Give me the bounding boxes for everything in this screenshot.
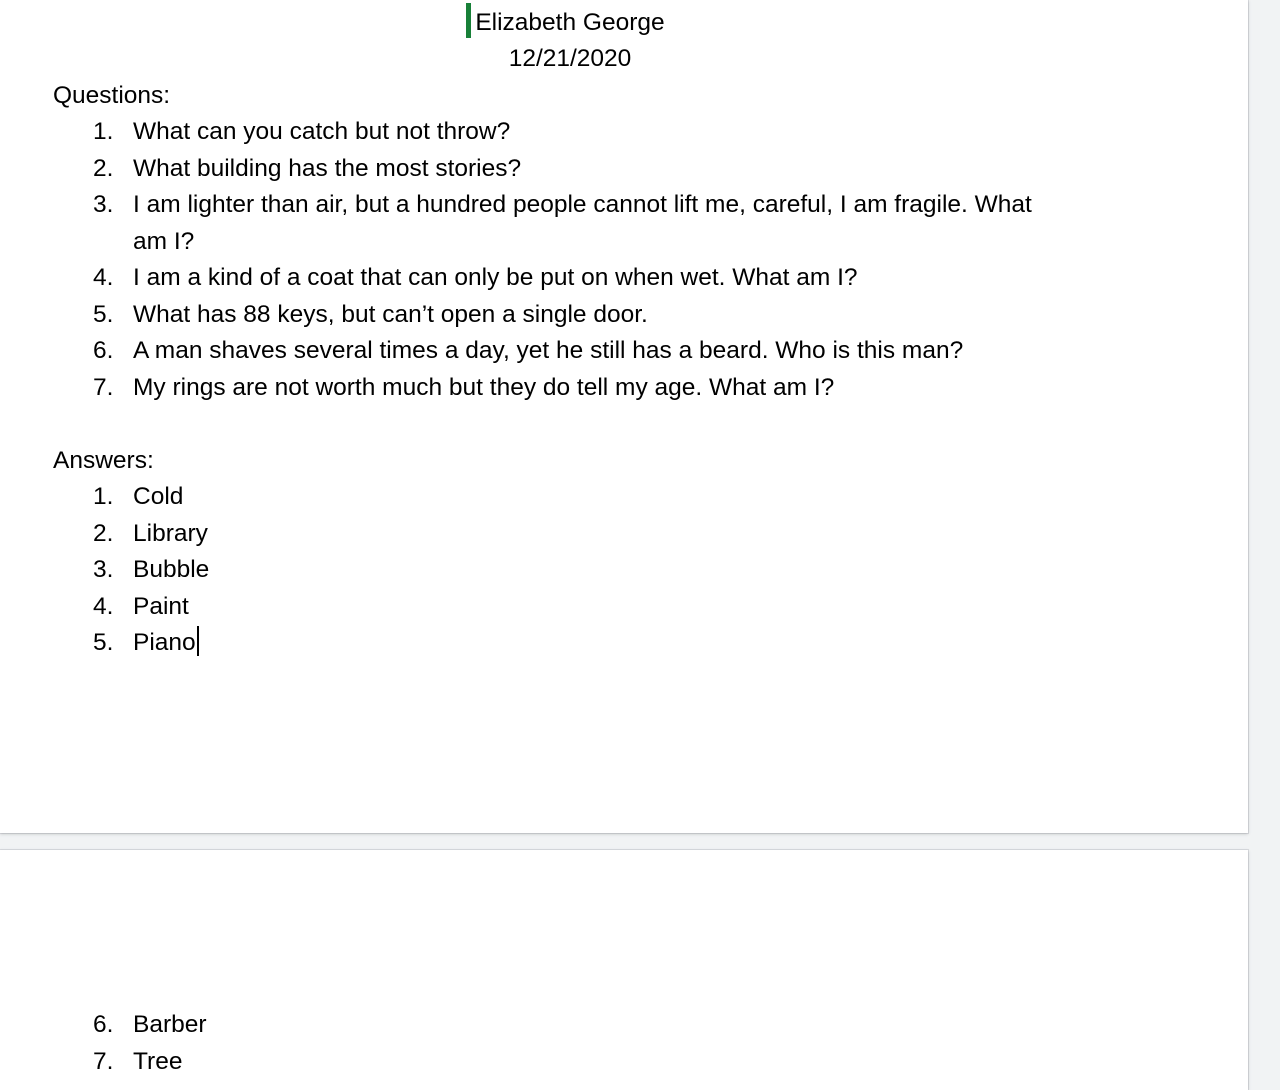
author-name[interactable]: Elizabeth George (475, 9, 665, 36)
question-item[interactable] (0, 151, 1063, 188)
question-text: I am lighter than air, but a hundred people cannot lift me, careful, I am fragile. What am I? (133, 191, 1032, 255)
answer-text: Bubble (133, 556, 210, 583)
question-item[interactable] (0, 297, 1063, 334)
list-number: 3. (93, 191, 114, 218)
answer-item[interactable] (0, 1007, 1063, 1044)
question-text: What building has the most stories? (133, 154, 522, 182)
answer-text: Cold (133, 483, 184, 510)
answer-text: Library (133, 519, 208, 547)
list-number: 7. (93, 1047, 114, 1075)
questions-list (0, 114, 1063, 406)
answer-text: Piano (133, 629, 196, 656)
answer-item[interactable] (0, 625, 1063, 662)
list-number: 1. (93, 118, 114, 145)
document-date[interactable]: 12/21/2020 (508, 45, 632, 72)
answer-item[interactable] (0, 516, 1063, 553)
list-number: 3. (93, 556, 114, 583)
question-item[interactable] (0, 370, 1063, 407)
text-cursor (197, 626, 199, 656)
list-number: 5. (93, 300, 114, 328)
answer-item[interactable] (0, 589, 1063, 626)
question-text: A man shaves several times a day, yet he still has a beard. Who is this man? (133, 337, 964, 364)
question-text: I am a kind of a coat that can only be put on when wet. What am I? (133, 264, 858, 291)
question-text: My rings are not worth much but they do tell my age. What am I? (133, 373, 835, 401)
list-number: 6. (93, 1011, 114, 1038)
list-number: 1. (93, 483, 114, 510)
question-item[interactable] (0, 260, 1063, 297)
questions-heading[interactable]: Questions: (53, 82, 171, 109)
list-number: 4. (93, 264, 114, 291)
answers-list-continued (0, 1007, 1063, 1080)
question-text: What can you catch but not throw? (133, 118, 511, 145)
answer-text: Barber (133, 1011, 207, 1038)
answer-text: Tree (133, 1047, 183, 1075)
answer-item[interactable] (0, 552, 1063, 589)
question-item[interactable] (0, 187, 1053, 260)
question-text: What has 88 keys, but can’t open a single door. (133, 300, 648, 328)
question-item[interactable] (0, 114, 1063, 151)
list-number: 6. (93, 337, 114, 364)
answers-heading[interactable]: Answers: (53, 447, 154, 474)
question-item[interactable] (0, 333, 1063, 370)
list-number: 4. (93, 592, 114, 620)
answer-item[interactable] (0, 1044, 1063, 1081)
list-number: 5. (93, 629, 114, 656)
list-number: 7. (93, 373, 114, 401)
answer-item[interactable] (0, 479, 1063, 516)
list-number: 2. (93, 154, 114, 182)
answer-text: Paint (133, 592, 189, 620)
list-number: 2. (93, 519, 114, 547)
answers-list (0, 479, 1063, 662)
